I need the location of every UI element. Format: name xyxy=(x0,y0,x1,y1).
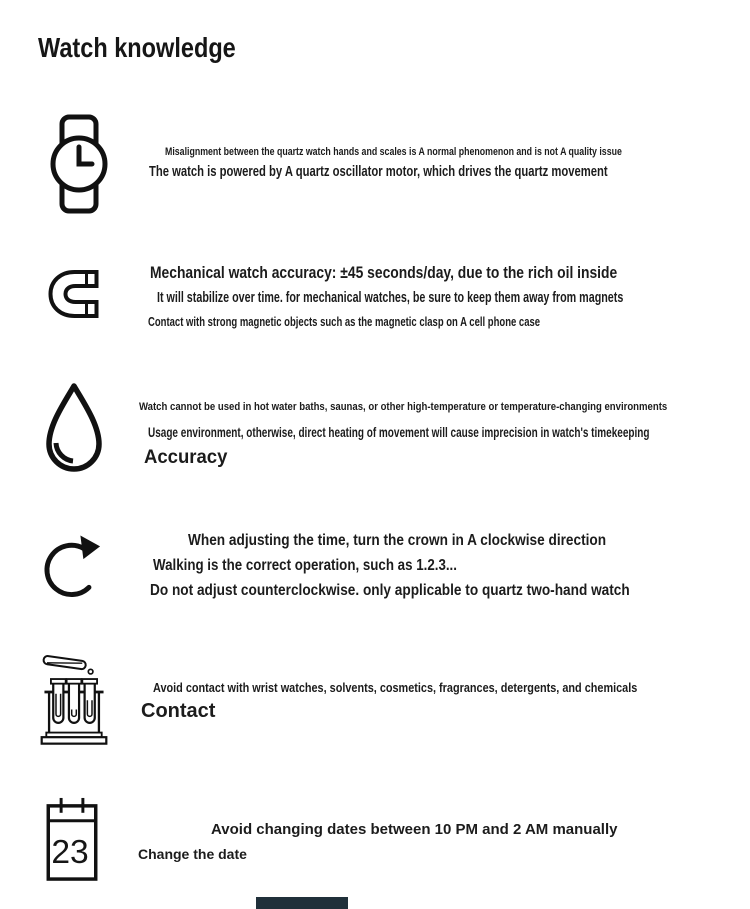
section-2-subtext: It will stabilize over time. for mechanical watches, be sure to keep them away from magnets xyxy=(157,290,624,306)
section-3-caption: Watch cannot be used in hot water baths, saunas, or other high-temperature or temperature-changing environments xyxy=(139,401,668,413)
section-1-caption: Misalignment between the quartz watch hands and scales is A normal phenomenon and is not A quality issue xyxy=(165,146,622,158)
section-6-line-1: Avoid changing dates between 10 PM and 2 AM manually xyxy=(211,821,618,838)
section-5-heading: Contact xyxy=(141,700,216,722)
section-3-heading: Accuracy xyxy=(144,446,228,468)
section-4-line-3: Do not adjust counterclockwise. only applicable to quartz two-hand watch xyxy=(150,582,630,599)
calendar-day-number: 23 xyxy=(51,834,89,872)
section-1-main-text: The watch is powered by A quartz oscillator motor, which drives the quartz movement xyxy=(149,163,608,180)
section-3-subtext: Usage environment, otherwise, direct heating of movement will cause imprecision in watch's timekeeping xyxy=(148,425,650,440)
page-title: Watch knowledge xyxy=(38,32,236,63)
wristwatch-icon xyxy=(48,114,110,214)
section-2-caption: Contact with strong magnetic objects such as the magnetic clasp on A cell phone case xyxy=(148,315,541,329)
magnet-icon xyxy=(42,266,105,322)
water-drop-icon xyxy=(41,381,107,479)
calendar-icon xyxy=(40,794,104,885)
test-tubes-icon xyxy=(38,649,110,746)
clockwise-arrow-icon xyxy=(42,527,105,605)
section-5-caption: Avoid contact with wrist watches, solvents, cosmetics, fragrances, detergents, and chemicals xyxy=(153,681,638,695)
section-4-line-1: When adjusting the time, turn the crown in A clockwise direction xyxy=(188,532,607,549)
section-2-headline: Mechanical watch accuracy: ±45 seconds/day, due to the rich oil inside xyxy=(150,264,618,282)
footer-bar xyxy=(256,897,348,909)
section-4-line-2: Walking is the correct operation, such as 1.2.3... xyxy=(153,557,457,574)
section-6-line-2: Change the date xyxy=(138,846,247,862)
